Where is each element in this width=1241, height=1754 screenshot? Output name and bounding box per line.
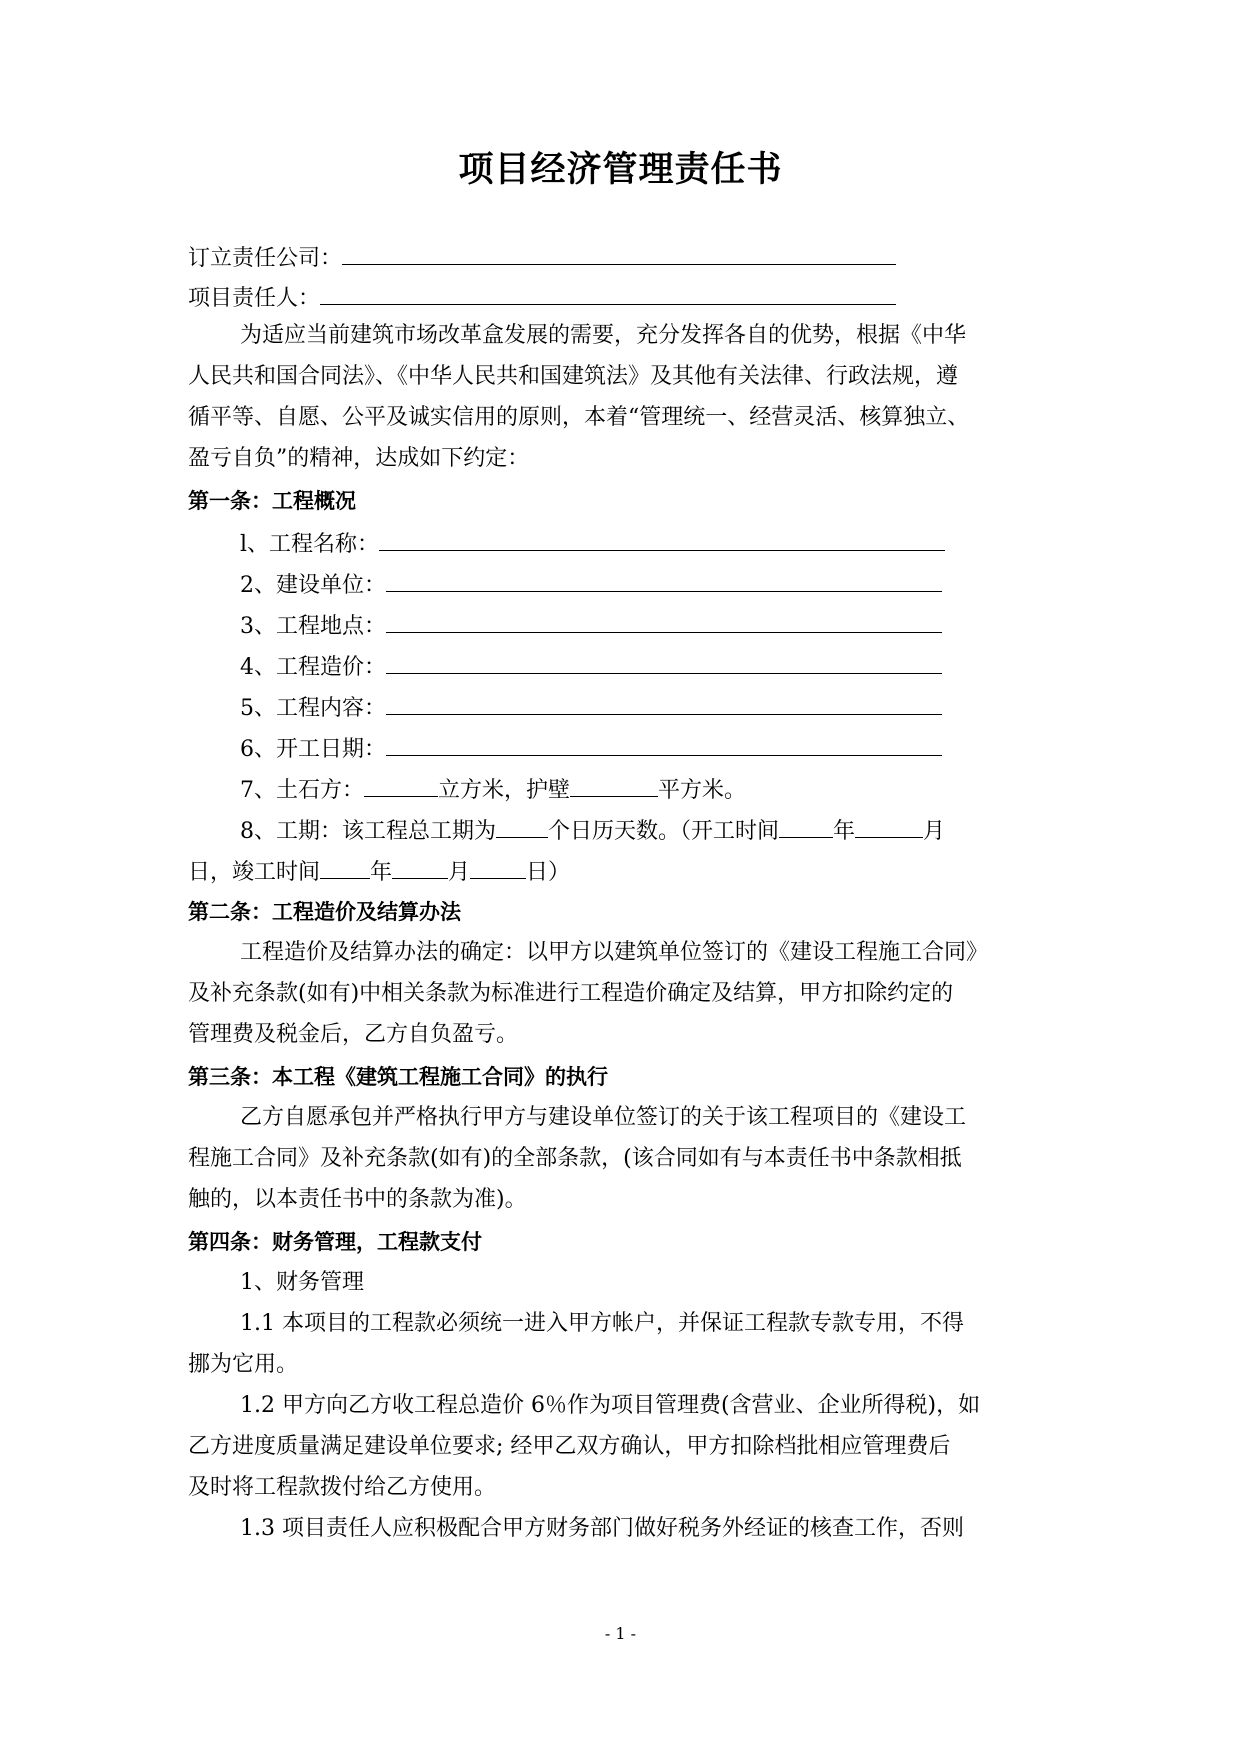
item-blank[interactable] — [386, 692, 942, 715]
earthwork-line — [240, 774, 746, 805]
period-day2: 日） — [526, 860, 571, 885]
item-label: 3、工程地点： — [240, 614, 386, 639]
article2-line: 工程造价及结算办法的确定：以甲方以建筑单位签订的《建设工程施工合同》 — [240, 940, 989, 965]
article4-p12-line: 乙方进度质量满足建设单位要求; 经甲乙双方确认，甲方扣除档批相应管理费后 — [188, 1434, 951, 1459]
end-year-blank[interactable] — [320, 856, 370, 879]
page-number: - 1 - — [604, 1624, 637, 1643]
item-blank[interactable] — [386, 733, 942, 756]
period-line — [240, 815, 945, 846]
preamble-line: 人民共和国合同法》、《中华人民共和国建筑法》及其他有关法律、行政法规，遵 — [188, 364, 959, 389]
item-blank[interactable] — [386, 569, 942, 592]
start-year-blank[interactable] — [779, 815, 833, 838]
start-month-blank[interactable] — [855, 815, 923, 838]
party-company-blank[interactable] — [342, 242, 896, 265]
earthwork-unit1: 立方米，护壁 — [438, 778, 571, 803]
article1-item — [240, 610, 942, 641]
article4-p12-line: 及时将工程款拨付给乙方使用。 — [188, 1475, 497, 1500]
preamble-line: 盈亏自负”的精神，达成如下约定： — [188, 446, 530, 471]
party-company-line — [188, 242, 896, 273]
period-month2: 月 — [448, 860, 471, 885]
article1-item — [240, 733, 942, 764]
article1-item — [240, 692, 942, 723]
document-title: 项目经济管理责任书 — [458, 150, 783, 190]
item-blank[interactable] — [379, 528, 945, 551]
article4-p11-line: 1.1 本项目的工程款必须统一进入甲方帐户，并保证工程款专款专用，不得 — [240, 1311, 964, 1336]
article4-p13-line: 1.3 项目责任人应积极配合甲方财务部门做好税务外经证的核查工作，否则 — [240, 1516, 964, 1541]
end-day-blank[interactable] — [470, 856, 526, 879]
earthwork-unit2: 平方米。 — [658, 778, 747, 803]
article2-heading: 第二条：工程造价及结算办法 — [188, 900, 461, 924]
item-label: 5、工程内容： — [240, 696, 386, 721]
period-days: 个日历天数。（开工时间 — [548, 819, 780, 844]
party-company-label: 订立责任公司： — [188, 246, 343, 271]
item-blank[interactable] — [386, 610, 942, 633]
period-year2: 年 — [370, 860, 393, 885]
article1-item — [240, 651, 942, 682]
item-label: 2、建设单位： — [240, 573, 386, 598]
article4-heading: 第四条：财务管理，工程款支付 — [188, 1230, 482, 1254]
article2-line: 及补充条款(如有)中相关条款为标准进行工程造价确定及结算，甲方扣除约定的 — [188, 981, 954, 1006]
period-year: 年 — [833, 819, 856, 844]
item-blank[interactable] — [386, 651, 942, 674]
item-label: 4、工程造价： — [240, 655, 386, 680]
article3-line: 触的，以本责任书中的条款为准)。 — [188, 1187, 527, 1212]
total-days-blank[interactable] — [496, 815, 548, 838]
article1-item — [240, 528, 945, 559]
period-month: 月 — [923, 819, 946, 844]
preamble-line: 为适应当前建筑市场改革盒发展的需要，充分发挥各自的优势，根据《中华 — [240, 323, 967, 348]
article4-subheading: 1、财务管理 — [240, 1270, 364, 1295]
article4-p11-line: 挪为它用。 — [188, 1352, 299, 1377]
period-line-2 — [188, 856, 570, 887]
article3-heading: 第三条：本工程《建筑工程施工合同》的执行 — [188, 1065, 608, 1089]
end-month-blank[interactable] — [392, 856, 448, 879]
party-person-blank[interactable] — [320, 282, 896, 305]
period-day-end: 日，竣工时间 — [188, 860, 321, 885]
earthwork-volume-blank[interactable] — [364, 774, 438, 797]
article4-p12-line: 1.2 甲方向乙方收工程总造价 6％作为项目管理费(含营业、企业所得税)，如 — [240, 1393, 981, 1418]
article3-line: 乙方自愿承包并严格执行甲方与建设单位签订的关于该工程项目的《建设工 — [240, 1105, 967, 1130]
party-person-label: 项目责任人： — [188, 286, 321, 311]
period-prefix: 8、工期：该工程总工期为 — [240, 819, 496, 844]
article1-item — [240, 569, 942, 600]
article2-line: 管理费及税金后，乙方自负盈亏。 — [188, 1022, 519, 1047]
party-person-line — [188, 282, 896, 313]
earthwork-prefix: 7、土石方： — [240, 778, 364, 803]
preamble-line: 循平等、自愿、公平及诚实信用的原则，本着“管理统一、经营灵活、核算独立、 — [188, 405, 970, 430]
retaining-area-blank[interactable] — [570, 774, 658, 797]
item-label: l、工程名称： — [240, 532, 380, 557]
item-label: 6、开工日期： — [240, 737, 386, 762]
article3-line: 程施工合同》及补充条款(如有)的全部条款，(该合同如有与本责任书中条款相抵 — [188, 1146, 962, 1171]
article1-heading: 第一条：工程概况 — [188, 489, 356, 513]
